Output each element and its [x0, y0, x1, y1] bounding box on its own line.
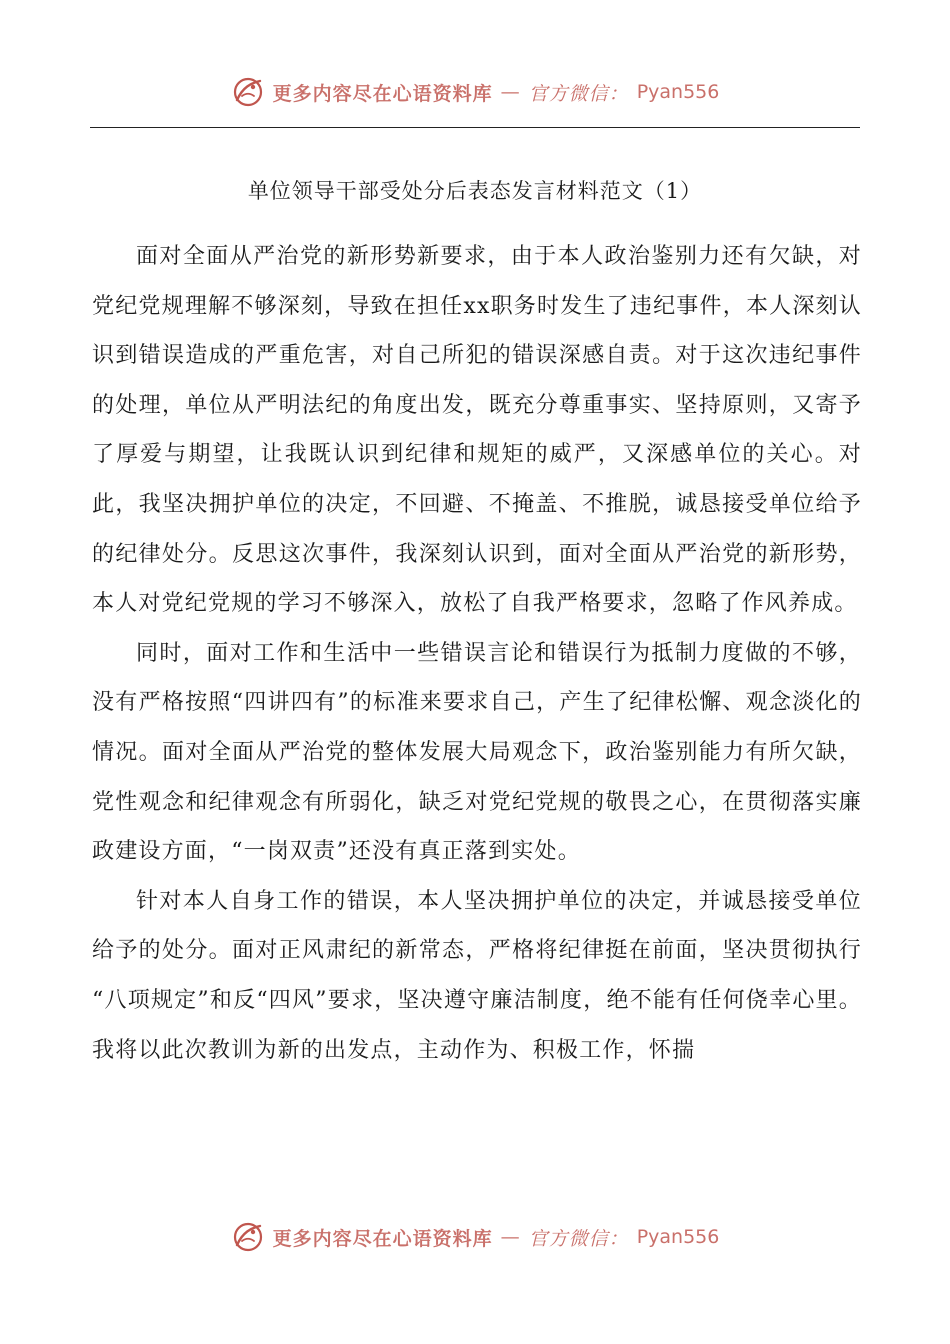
footer-contact-label: 官方微信：	[528, 1227, 629, 1250]
header-brand-dash: —	[500, 81, 521, 103]
header-brand-text: 更多内容尽在心语资料库	[272, 82, 493, 105]
header-watermark	[0, 74, 950, 110]
brand-logo-icon	[231, 75, 265, 109]
footer-watermark	[0, 1219, 950, 1255]
footer-contact-id: Pyan556	[636, 1226, 720, 1248]
footer-brand-dash: —	[500, 1226, 521, 1248]
document-title: 单位领导干部受处分后表态发言材料范文（1）	[247, 179, 703, 203]
header-contact-label: 官方微信：	[528, 82, 629, 105]
brand-logo-icon	[231, 1220, 265, 1254]
paragraph-1: 面对全面从严治党的新形势新要求，由于本人政治鉴别力还有欠缺，对党纪党规理解不够深刻，导致在担任xx职务时发生了违纪事件，本人深刻认识到错误造成的严重危害，对自己所犯的错误深感自责。对于这次违纪事件的处理，单位从严明法纪的角度出发，既充分尊重事实、坚持原则，又寄予了厚爱与期望，让我既认识到纪律和规矩的威严，又深感单位的关心。对此，我坚决拥护单位的决定，不回避、不掩盖、不推脱，诚恳接受单位给予的纪律处分。反思这次事件，我深刻认识到，面对全面从严治党的新形势，本人对党纪党规的学习不够深入，放松了自我严格要求，忽略了作风养成。	[92, 244, 862, 617]
header-contact-id: Pyan556	[636, 81, 720, 103]
paragraph-2: 同时，面对工作和生活中一些错误言论和错误行为抵制力度做的不够，没有严格按照“四讲四有”的标准来要求自己，产生了纪律松懈、观念淡化的情况。面对全面从严治党的整体发展大局观念下，政治鉴别能力有所欠缺，党性观念和纪律观念有所弱化，缺乏对党纪党规的敬畏之心，在贯彻落实廉政建设方面，“一岗双责”还没有真正落到实处。	[92, 640, 862, 865]
footer-brand-text: 更多内容尽在心语资料库	[272, 1227, 493, 1250]
document-body	[92, 232, 862, 1075]
paragraph-3: 针对本人自身工作的错误，本人坚决拥护单位的决定，并诚恳接受单位给予的处分。面对正风肃纪的新常态，严格将纪律挺在前面，坚决贯彻执行 “八项规定”和反“四风”要求，坚决遵守廉洁制度，绝不能有任何侥幸心里。我将以此次教训为新的出发点，主动作为、积极工作，怀揣	[92, 888, 862, 1063]
header-rule	[90, 127, 860, 128]
